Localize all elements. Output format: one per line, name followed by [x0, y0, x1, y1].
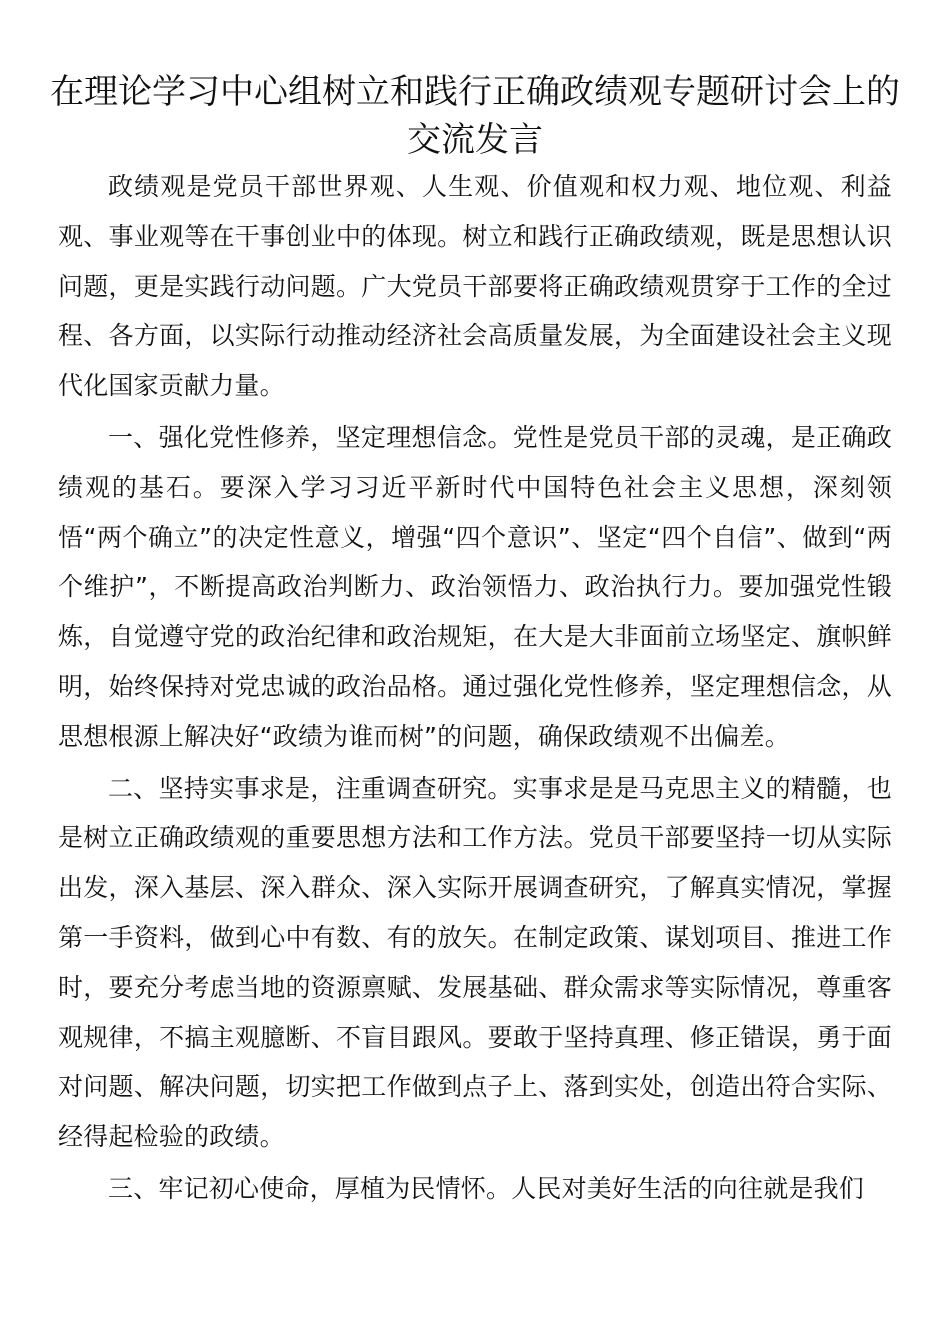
document-body	[58, 162, 892, 1216]
paragraph-section-1: 一、强化党性修养，坚定理想信念。党性是党员干部的灵魂，是正确政绩观的基石。要深入学习习近平新时代中国特色社会主义思想，深刻领悟“两个确立”的决定性意义，增强“四个意识”、坚定“四个自信”、做到“两个维护”，不断提高政治判断力、政治领悟力、政治执行力。要加强党性锻炼，自觉遵守党的政治纪律和政治规矩，在大是大非面前立场坚定、旗帜鲜明，始终保持对党忠诚的政治品格。通过强化党性修养，坚定理想信念，从思想根源上解决好“政绩为谁而树”的问题，确保政绩观不出偏差。	[58, 422, 892, 751]
paragraph-intro: 政绩观是党员干部世界观、人生观、价值观和权力观、地位观、利益观、事业观等在干事创业中的体现。树立和践行正确政绩观，既是思想认识问题，更是实践行动问题。广大党员干部要将正确政绩观贯穿于工作的全过程、各方面，以实际行动推动经济社会高质量发展，为全面建设社会主义现代化国家贡献力量。	[58, 172, 892, 401]
document-title: 在理论学习中心组树立和践行正确政绩观专题研讨会上的交流发言	[50, 72, 900, 160]
paragraph-section-3: 三、牢记初心使命，厚植为民情怀。人民对美好生活的向往就是我们	[108, 1173, 865, 1203]
paragraph-section-2: 二、坚持实事求是，注重调查研究。实事求是是马克思主义的精髓，也是树立正确政绩观的重要思想方法和工作方法。党员干部要坚持一切从实际出发，深入基层、深入群众、深入实际开展调查研究，了解真实情况，掌握第一手资料，做到心中有数、有的放矢。在制定政策、谋划项目、推进工作时，要充分考虑当地的资源禀赋、发展基础、群众需求等实际情况，尊重客观规律，不搞主观臆断、不盲目跟风。要敢于坚持真理、修正错误，勇于面对问题、解决问题，切实把工作做到点子上、落到实处，创造出符合实际、经得起检验的政绩。	[58, 773, 892, 1152]
